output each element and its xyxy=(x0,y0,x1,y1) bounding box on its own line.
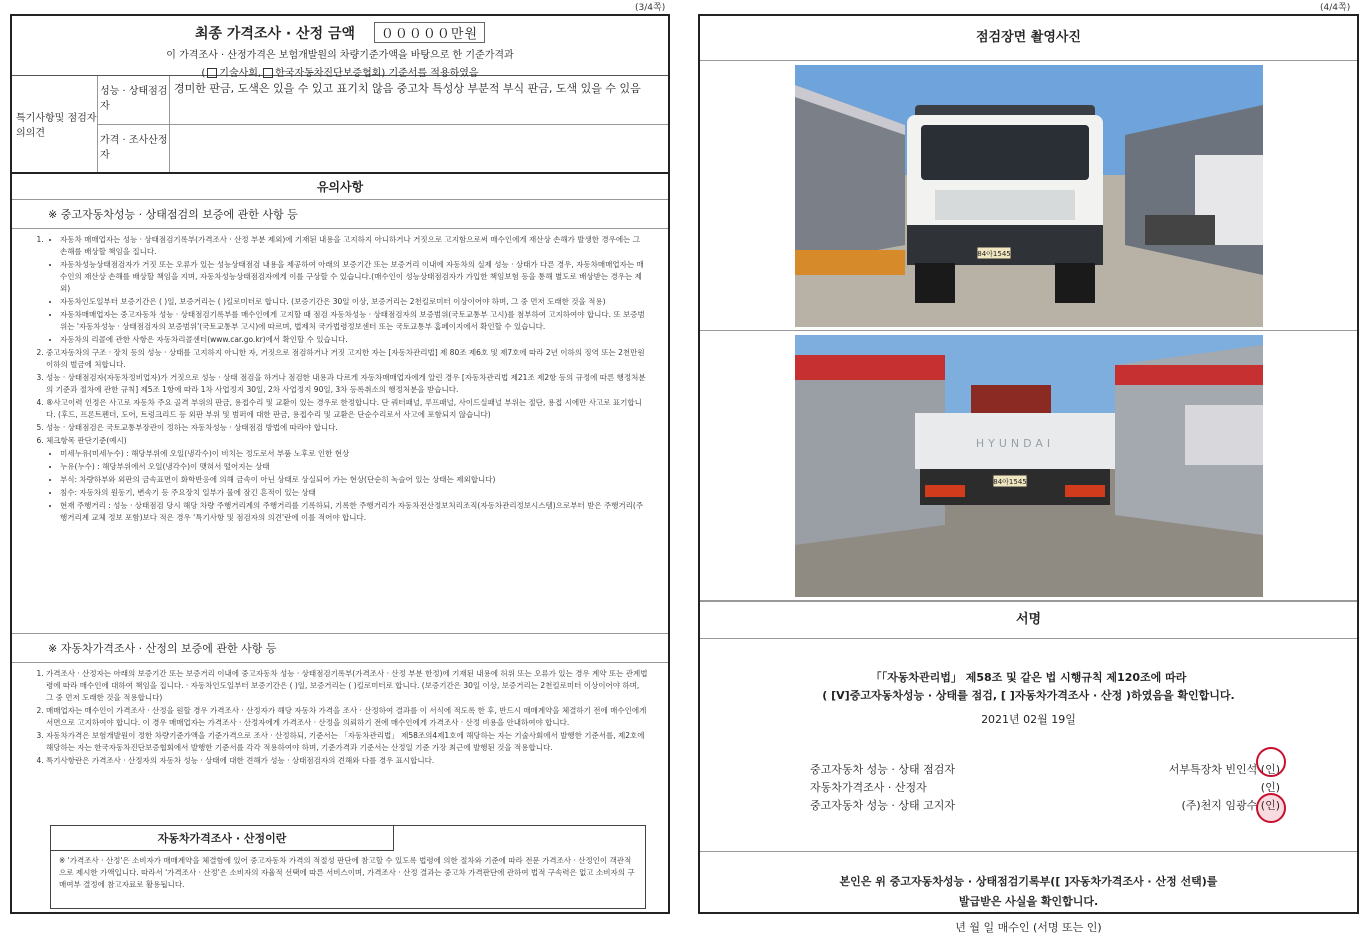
notes-item-2: 2. 중고자동차의 구조 · 장치 등의 성능 · 상태를 고지하지 아니한 자, 거짓으로 점검하거나 거짓 고지한 자는 [자동차관리법] 제 80조 제6호 및 제7호에 따라 2년 이하의 징역 또는 2천만원 이하의 벌금에 처합니다. xyxy=(46,347,648,371)
price-definition-title: 자동차가격조사 · 산정이란 xyxy=(51,826,394,851)
signer-row-inspector: 중고자동차 성능 · 상태 점검자 서부특장차 빈인석 (인) xyxy=(810,763,1280,776)
law-statement-line2: ( [V]중고자동차성능 · 상태를 점검, [ ]자동차가격조사 · 산정 )하였음을 확인합니다. xyxy=(822,689,1235,702)
remarks-perf-value: 경미한 판금, 도색은 있을 수 있고 표기치 않음 중고차 특성상 부분적 부식 판금, 도색 있을 수 있음 xyxy=(174,82,641,95)
signature-section xyxy=(700,669,1357,852)
notes-item-5: 5. 성능 · 상태점검은 국토교통부장관이 정하는 자동차성능 · 상태점검 방법에 따라야 합니다. xyxy=(46,422,648,434)
front-plate-text: 84아1545 xyxy=(976,249,1011,258)
remarks-price-label: 가격 · 조사산정자 xyxy=(98,124,170,173)
confirm-line1: 본인은 위 중고자동차성능 · 상태점검기록부([ ]자동차가격조사 · 산정 선택)를 xyxy=(839,875,1218,888)
buyer-signature-line: 년 월 일 매수인 (서명 또는 인) xyxy=(955,921,1102,934)
notes-title: 유의사항 xyxy=(12,174,668,200)
rear-plate-text: 84아1545 xyxy=(992,477,1027,486)
price-section xyxy=(12,16,668,79)
price-title: 최종 가격조사 · 산정 금액 xyxy=(194,26,356,42)
price-definition-body: ※ '가격조사 · 산정'은 소비자가 매매계약을 체결함에 있어 중고자동차 가격의 적절성 판단에 참고할 수 있도록 법령에 의한 절차와 기준에 따라 전문 가격조사 · 산정인이 객관적으로 제시한 가액입니다. 따라서 '가격조사 · 산정'은 소비자의 자율적 선택에 따른 서비스이며, 가격조사 · 산정 결과는 중고차 가격판단에 관하여 법적 구속력은 없고 소비자의 구매여부 결정에 참고자료로 활용됩니다. xyxy=(59,856,635,889)
confirm-line2: 발급받은 사실을 확인합니다. xyxy=(958,895,1099,908)
seal-stamp-inspector xyxy=(1256,747,1286,777)
page-number-right: (4/4쪽) xyxy=(1320,3,1351,13)
notes-item-6: 6. 체크항목 판단기준(예시) • 미세누유(미세누수) : 해당부위에 오일(냉각수)이 비치는 정도로서 부품 노후로 인한 현상 • 누유(누수) : 해당부위에서 오일(냉각수)이 맺혀서 떨어지는 상태 • 부식: 차량하부와 외판의 금속표면이 화학반응에 의해 금속이 아닌 상태로 상실되어 가는 현상(단순히 녹슬어 있는 상태는 제외합니다) • 침수: 자동차의 원동기, 변속기 등 주요장치 일부가 물에 잠긴 흔적이 있는 상태 • 현재 주행거리 : 성능 · 상태점검 당시 해당 차량 주행거리계의 주행거리를 기록하되, 기록한 주행거리가 자동차전산정보처리조직(자동차관리정보시스템)으로부터 받은 주행거리(주행거리계 교체 정보 포함)보다 적은 경우 '특기사항 및 점검자의 의견'란에 이를 적어야 합니다. xyxy=(46,435,648,524)
price-standard-line: ( 기술사회, 한국자동차진단보증협회) 기준서를 적용하였음 xyxy=(201,68,479,79)
notes-item-1: • 1. 자동차 매매업자는 성능 · 상태점검기록부(가격조사 · 산정 부분 제외)에 기재된 내용을 고지하지 아니하거나 거짓으로 고지함으로써 매수인에게 재산상 손해가 발생한 경우에는 그 손해를 배상할 책임을 집니다. • 자동차성능상태점검자가 거짓 또는 오류가 있는 성능상태점검 내용을 제공하여 아래의 보증기간 또는 보증거리 이내에 자동차의 실제 성능 · 상태가 다른 경우, 자동차매매업자는 매수인의 재산상 손해를 배상할 책임을 지며, 자동차성능상태점검자에게 이를 구상할 수 있습니다.(매수인이 성능상태점검자가 가입한 책임보험 등을 통해 별도로 배상받는 경우는 제외) • 자동차인도일부터 보증기간은 ( )일, 보증거리는 ( )킬로미터로 합니다. (보증기간은 30일 이상, 보증거리는 2천킬로미터 이상이어야 하며, 그 중 먼저 도래한 것을 적용) • 자동차매매업자는 중고자동차 성능 · 상태점검기록부를 매수인에게 고지할 때 점검 자동차성능 · 상태점검자의 보증범위(국토교통부 고시)를 첨부하여 고지하여야 합니다. 또 보증범위는 '자동차성능 · 상태점검자의 보증범위'(국토교통부 고시)에 따르며, 법제처 국가법령정보센터 또는 국토교통부 홈페이지에서 확인할 수 있습니다. • 자동차의 리콜에 관한 사항은 자동차리콜센터(www.car.go.kr)에서 확인할 수 있습니다. xyxy=(46,234,648,346)
photo-row-front xyxy=(700,61,1357,331)
signer-row-notifier: 중고자동차 성능 · 상태 고지자 (주)천지 임광수 (인) xyxy=(810,799,1280,812)
price-amount: ０００００만원 xyxy=(374,22,485,43)
document-page-left xyxy=(10,14,670,914)
remarks-price-value xyxy=(170,124,668,173)
remarks-perf-label: 성능 · 상태점검자 xyxy=(98,76,170,124)
truck-rear-photo xyxy=(795,335,1263,597)
notes-item-4: 4. ®사고이력 인정은 사고로 자동차 주요 골격 부위의 판금, 용접수리 및 교환이 있는 경우로 한정합니다. 단 쿼터패널, 루프패널, 사이드실패널 부위는 절단, 용접 시에만 사고로 표기합니다. (후드, 프론트펜더, 도어, 트렁크리드 등 외판 부위 및 범퍼에 대한 판금, 용접수리 및 교환은 단순수리로서 사고에 포함되지 않습니다) xyxy=(46,397,648,421)
signer-row-appraiser: 자동차가격조사 · 산정자 (인) xyxy=(810,781,1280,794)
law-statement-line1: 「「자동차관리법」 제58조 및 같은 법 시행규칙 제120조에 따라 xyxy=(870,671,1187,684)
remarks-table xyxy=(12,76,668,174)
photo-row-rear xyxy=(700,331,1357,601)
price-definition-box xyxy=(50,825,646,909)
signature-date: 2021년 02월 19일 xyxy=(981,713,1076,726)
truck-brand-text: HYUNDAI xyxy=(975,436,1054,450)
document-page-right xyxy=(698,14,1359,934)
truck-front-photo xyxy=(795,65,1263,327)
signature-title: 서명 xyxy=(700,601,1357,639)
page-number-left: (3/4쪽) xyxy=(635,3,666,13)
notes-price: 1. 가격조사 · 산정자는 아래의 보증기간 또는 보증거리 이내에 중고자동차 성능 · 상태점검기록부(가격조사 · 산정 부분 한정)에 기재된 내용에 허위 또는 오류가 있는 경우 계약 또는 관계법령에 따라 매수인에 대하여 책임을 집니다. · 자동차인도일부터 보증기간은 ( )일, 보증거리는 ( )킬로미터로 합니다. (보증기간은 30일 이상, 보증거리는 2천킬로미터 이상이어야 하며, 그 중 먼저 도래한 것을 적용합니다) 2. 매매업자는 매수인이 가격조사 · 산정을 원할 경우 가격조사 · 산정자가 해당 자동차 가격을 조사 · 산정하여 결과를 이 서식에 적도록 한 후, 반드시 매매계약을 체결하기 전에 매수인에게 서면으로 고지하여야 합니다. 이 경우 매매업자는 가격조사 · 산정자에게 가격조사 · 산정을 의뢰하기 전에 매수인에게 가격조사 · 산정 비용을 안내하여야 합니다. 3. 자동차가격은 보험개발원이 정한 차량기준가액을 기준가격으로 조사 · 산정하되, 기준서는 「자동차관리법」 제58조의4제1호에 해당하는 자는 기술사회에서 발행한 기준서를, 제2호에 해당하는 자는 한국자동차진단보증협회에서 발행한 기준서를 각각 적용하여야 하며, 기준가격과 기준서는 산정일 기준 가장 최근에 발행된 것을 적용합니다. 4. 특기사항란은 가격조사 · 산정자의 자동차 성능 · 상태에 대한 견해가 성능 · 상태점검자의 견해와 다를 경우 표시합니다. xyxy=(12,663,668,817)
remarks-label: 특기사항및 점검자의의견 xyxy=(12,76,98,172)
price-basis-line: 이 가격조사 · 산정가격은 보험개발원의 차량기준가액을 바탕으로 한 기준가격과 xyxy=(166,50,514,61)
seal-stamp-notifier xyxy=(1256,793,1286,823)
notes-subheading-performance: ※ 중고자동차성능 · 상태점검의 보증에 관한 사항 등 xyxy=(12,200,668,229)
notes-performance xyxy=(12,229,668,634)
photo-section-title: 점검장면 촬영사진 xyxy=(700,16,1357,61)
buyer-confirmation xyxy=(700,852,1357,938)
notes-subheading-price: ※ 자동차가격조사 · 산정의 보증에 관한 사항 등 xyxy=(12,634,668,663)
notes-item-3: 3. 성능 · 상태점검자(자동차정비업자)가 거짓으로 성능 · 상태 점검을 하거나 점검한 내용과 다르게 자동차매매업자에게 알린 경우 [자동차관리법 제21조 제2항 등의 규정에 따른 행정처분의 기준과 절차에 관한 규칙] 제5조 1항에 따라 1차 사업정지 30일, 2차 사업정지 90일, 3차 등록취소의 행정처분을 받습니다. xyxy=(46,372,648,396)
